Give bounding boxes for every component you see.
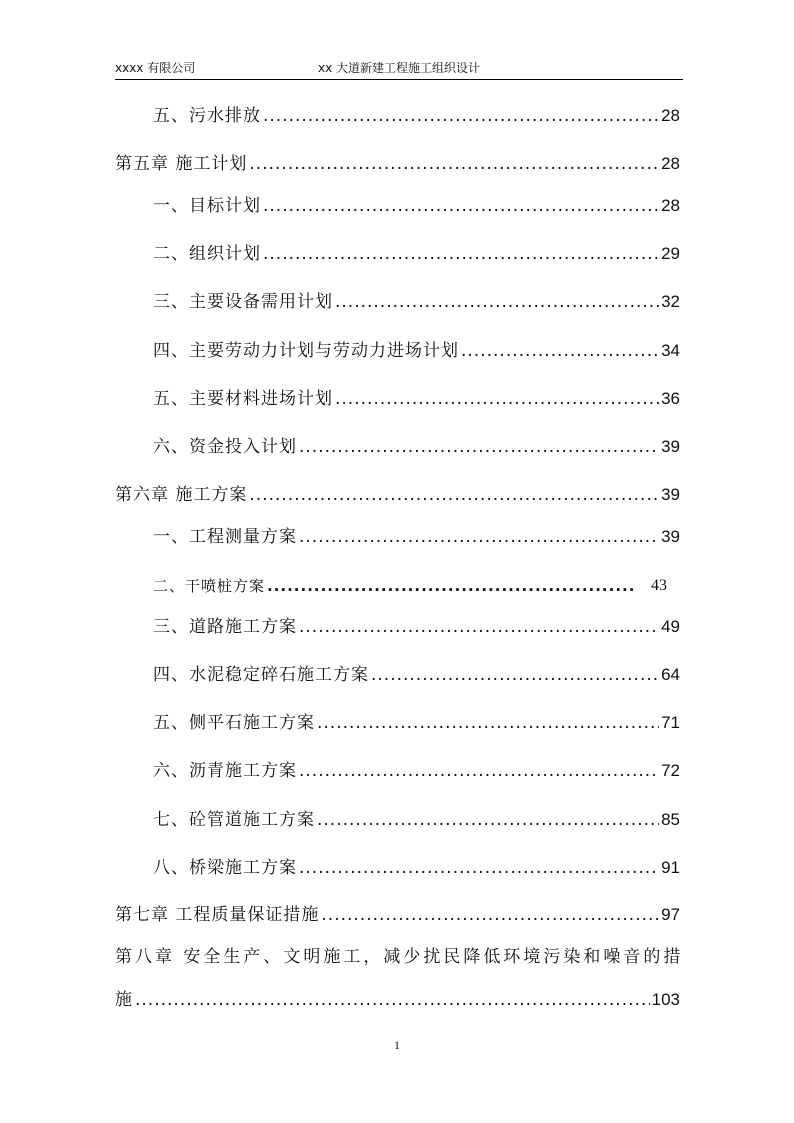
toc-entry-page: 28 (661, 106, 680, 125)
toc-leader (299, 525, 659, 549)
page-header (115, 57, 683, 80)
toc-entry[interactable] (153, 435, 680, 459)
toc-entry[interactable] (153, 663, 680, 687)
toc-entry[interactable] (153, 242, 680, 266)
toc-entry[interactable] (153, 387, 680, 411)
toc-entry-page: 97 (661, 905, 680, 924)
toc-leader (317, 808, 659, 832)
toc-leader (263, 104, 659, 128)
toc-leader (263, 242, 659, 266)
toc-leader (299, 615, 659, 639)
toc-entry[interactable] (153, 856, 680, 880)
toc-entry[interactable] (153, 615, 680, 639)
toc-entry-page: 72 (661, 761, 680, 780)
header-doc-title: xx 大道新建工程施工组织设计 (317, 61, 481, 75)
toc-entry-title: 一、目标计划 (153, 196, 261, 216)
toc-entry-page: 64 (661, 665, 680, 684)
toc-entry[interactable] (153, 339, 680, 363)
toc-entry-page: 34 (661, 341, 680, 360)
toc-entry-title: 第五章 施工计划 (115, 154, 248, 174)
toc-entry-page: 103 (651, 990, 680, 1009)
toc-leader (299, 435, 659, 459)
toc-leader (321, 903, 659, 927)
toc-leader (335, 387, 659, 411)
toc-leader (249, 483, 659, 507)
toc-entry[interactable] (153, 525, 680, 549)
toc-chapter-entry[interactable] (115, 903, 680, 927)
toc-entry-title: 施 (115, 990, 133, 1010)
toc-entry-title: 五、侧平石施工方案 (153, 713, 315, 733)
toc-chapter-entry[interactable] (115, 152, 680, 176)
toc-entry-title: 八、桥梁施工方案 (153, 858, 297, 878)
toc-entry-title: 五、主要材料进场计划 (153, 389, 333, 409)
toc-leader (299, 856, 659, 880)
toc-leader (135, 988, 650, 1012)
toc-leader (299, 759, 659, 783)
toc-entry-title: 五、污水排放 (153, 106, 261, 126)
toc-entry-page: 36 (661, 389, 680, 408)
header-company: xxxx 有限公司 (115, 61, 196, 75)
toc-entry-page: 43 (651, 577, 667, 594)
toc-entry[interactable] (153, 104, 680, 128)
toc-leader (461, 339, 659, 363)
toc-chapter-entry[interactable] (115, 988, 680, 1012)
toc-entry-title: 六、资金投入计划 (153, 437, 297, 457)
toc-entry-title: 七、砼管道施工方案 (153, 810, 315, 830)
toc-entry-page: 91 (661, 858, 680, 877)
toc-entry-title: 第七章 工程质量保证措施 (115, 905, 320, 925)
toc-entry-page: 39 (661, 527, 680, 546)
toc-entry-title: 四、主要劳动力计划与劳动力进场计划 (153, 341, 459, 361)
toc-entry-page: 32 (661, 292, 680, 311)
toc-entry-page: 39 (661, 485, 680, 504)
toc-entry-title: 六、沥青施工方案 (153, 761, 297, 781)
toc-leader (263, 194, 659, 218)
toc-leader (249, 152, 659, 176)
toc-leader (317, 711, 659, 735)
toc-entry[interactable] (153, 711, 680, 735)
toc-entry[interactable] (153, 574, 667, 598)
toc-entry-page: 29 (661, 244, 680, 263)
toc-entry-page: 28 (661, 196, 680, 215)
toc-entry-page: 71 (661, 713, 680, 732)
toc-leader (371, 663, 659, 687)
toc-entry-title: 四、水泥稳定碎石施工方案 (153, 665, 369, 685)
toc-entry-page: 85 (661, 810, 680, 829)
toc-entry[interactable] (153, 194, 680, 218)
toc-entry[interactable] (153, 808, 680, 832)
toc-entry-title: 三、主要设备需用计划 (153, 292, 333, 312)
toc-entry-page: 28 (661, 154, 680, 173)
toc-entry-page: 39 (661, 437, 680, 456)
toc-chapter-entry[interactable] (115, 483, 680, 507)
toc-entry-title: 一、工程测量方案 (153, 527, 297, 547)
toc-entry[interactable] (153, 759, 680, 783)
toc-entry[interactable] (153, 290, 680, 314)
toc-entry-page: 49 (661, 617, 680, 636)
toc-chapter8-title-line1[interactable]: 第八章 安全生产、文明施工，减少扰民降低环境污染和噪音的措 (115, 947, 684, 967)
toc-leader (267, 574, 637, 598)
toc-entry-title: 二、干喷桩方案 (153, 577, 266, 595)
toc-entry-title: 第六章 施工方案 (115, 485, 248, 505)
page-number: 1 (394, 1038, 400, 1052)
toc-entry-title: 二、组织计划 (153, 244, 261, 264)
toc-entry-title: 三、道路施工方案 (153, 617, 297, 637)
toc-leader (335, 290, 659, 314)
